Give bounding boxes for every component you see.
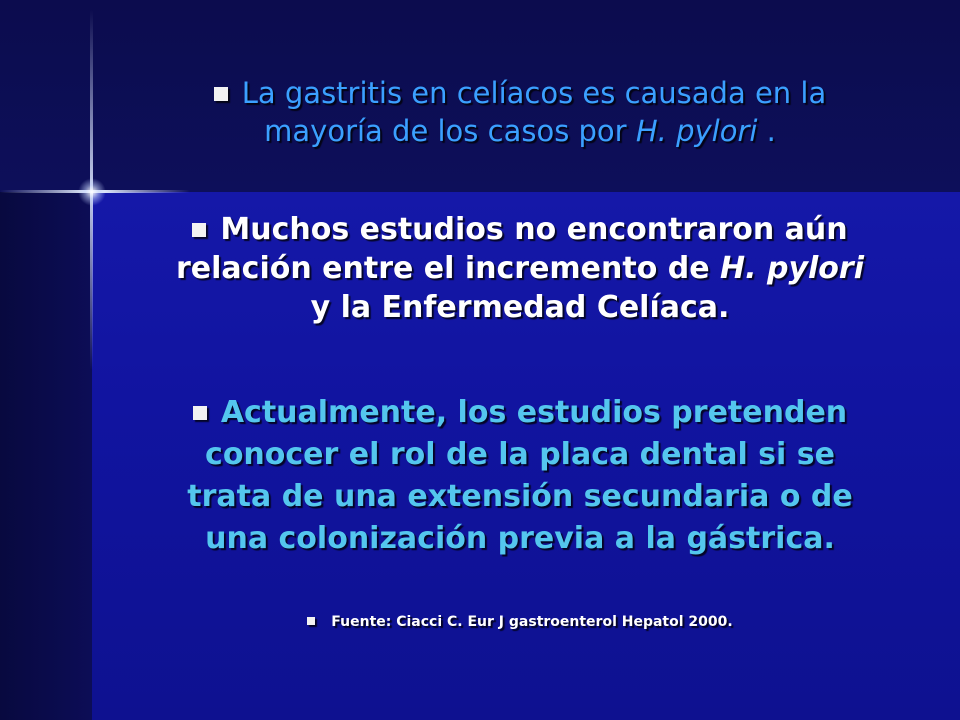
square-bullet-icon bbox=[307, 617, 315, 625]
bullet-gastritis-line1 bbox=[140, 74, 900, 112]
bullet-gastritis-text-c: . bbox=[757, 114, 776, 148]
bullet-gastritis-text-b: mayoría de los casos por bbox=[264, 114, 636, 148]
bullet-estudios-text-a: Muchos estudios no encontraron aún bbox=[220, 212, 848, 247]
bullet-estudios-italic: H. pylori bbox=[720, 251, 864, 286]
bullet-actualmente-text-2: conocer el rol de la placa dental si se bbox=[205, 437, 835, 472]
bullet-estudios-text-b: relación entre el incremento de bbox=[176, 251, 721, 286]
bullet-estudios bbox=[140, 210, 900, 327]
bullet-estudios-text-c: y la Enfermedad Celíaca. bbox=[310, 290, 730, 325]
square-bullet-icon bbox=[192, 223, 206, 237]
bullet-gastritis-italic: H. pylori bbox=[635, 114, 758, 148]
bullet-estudios-line3 bbox=[140, 288, 900, 327]
bullet-estudios-line1 bbox=[140, 210, 900, 249]
bullet-estudios-line2 bbox=[140, 249, 900, 288]
light-flare-glow bbox=[78, 178, 106, 206]
bullet-actualmente-text-4: una colonización previa a la gástrica. bbox=[205, 521, 835, 556]
bullet-gastritis-text-a: La gastritis en celíacos es causada en la bbox=[241, 76, 827, 110]
bullet-gastritis-line2 bbox=[140, 112, 900, 150]
bullet-actualmente bbox=[140, 392, 900, 560]
square-bullet-icon bbox=[214, 87, 228, 101]
source-citation bbox=[140, 612, 900, 632]
bullet-actualmente-text-3: trata de una extensión secundaria o de bbox=[187, 479, 853, 514]
square-bullet-icon bbox=[193, 406, 207, 420]
bullet-gastritis bbox=[140, 74, 900, 150]
source-citation-text: Fuente: Ciacci C. Eur J gastroenterol Hepatol 2000. bbox=[331, 614, 733, 630]
bullet-actualmente-line1 bbox=[140, 392, 900, 434]
slide-background-left bbox=[0, 192, 92, 720]
bullet-actualmente-text-1: Actualmente, los estudios pretenden bbox=[220, 395, 848, 430]
